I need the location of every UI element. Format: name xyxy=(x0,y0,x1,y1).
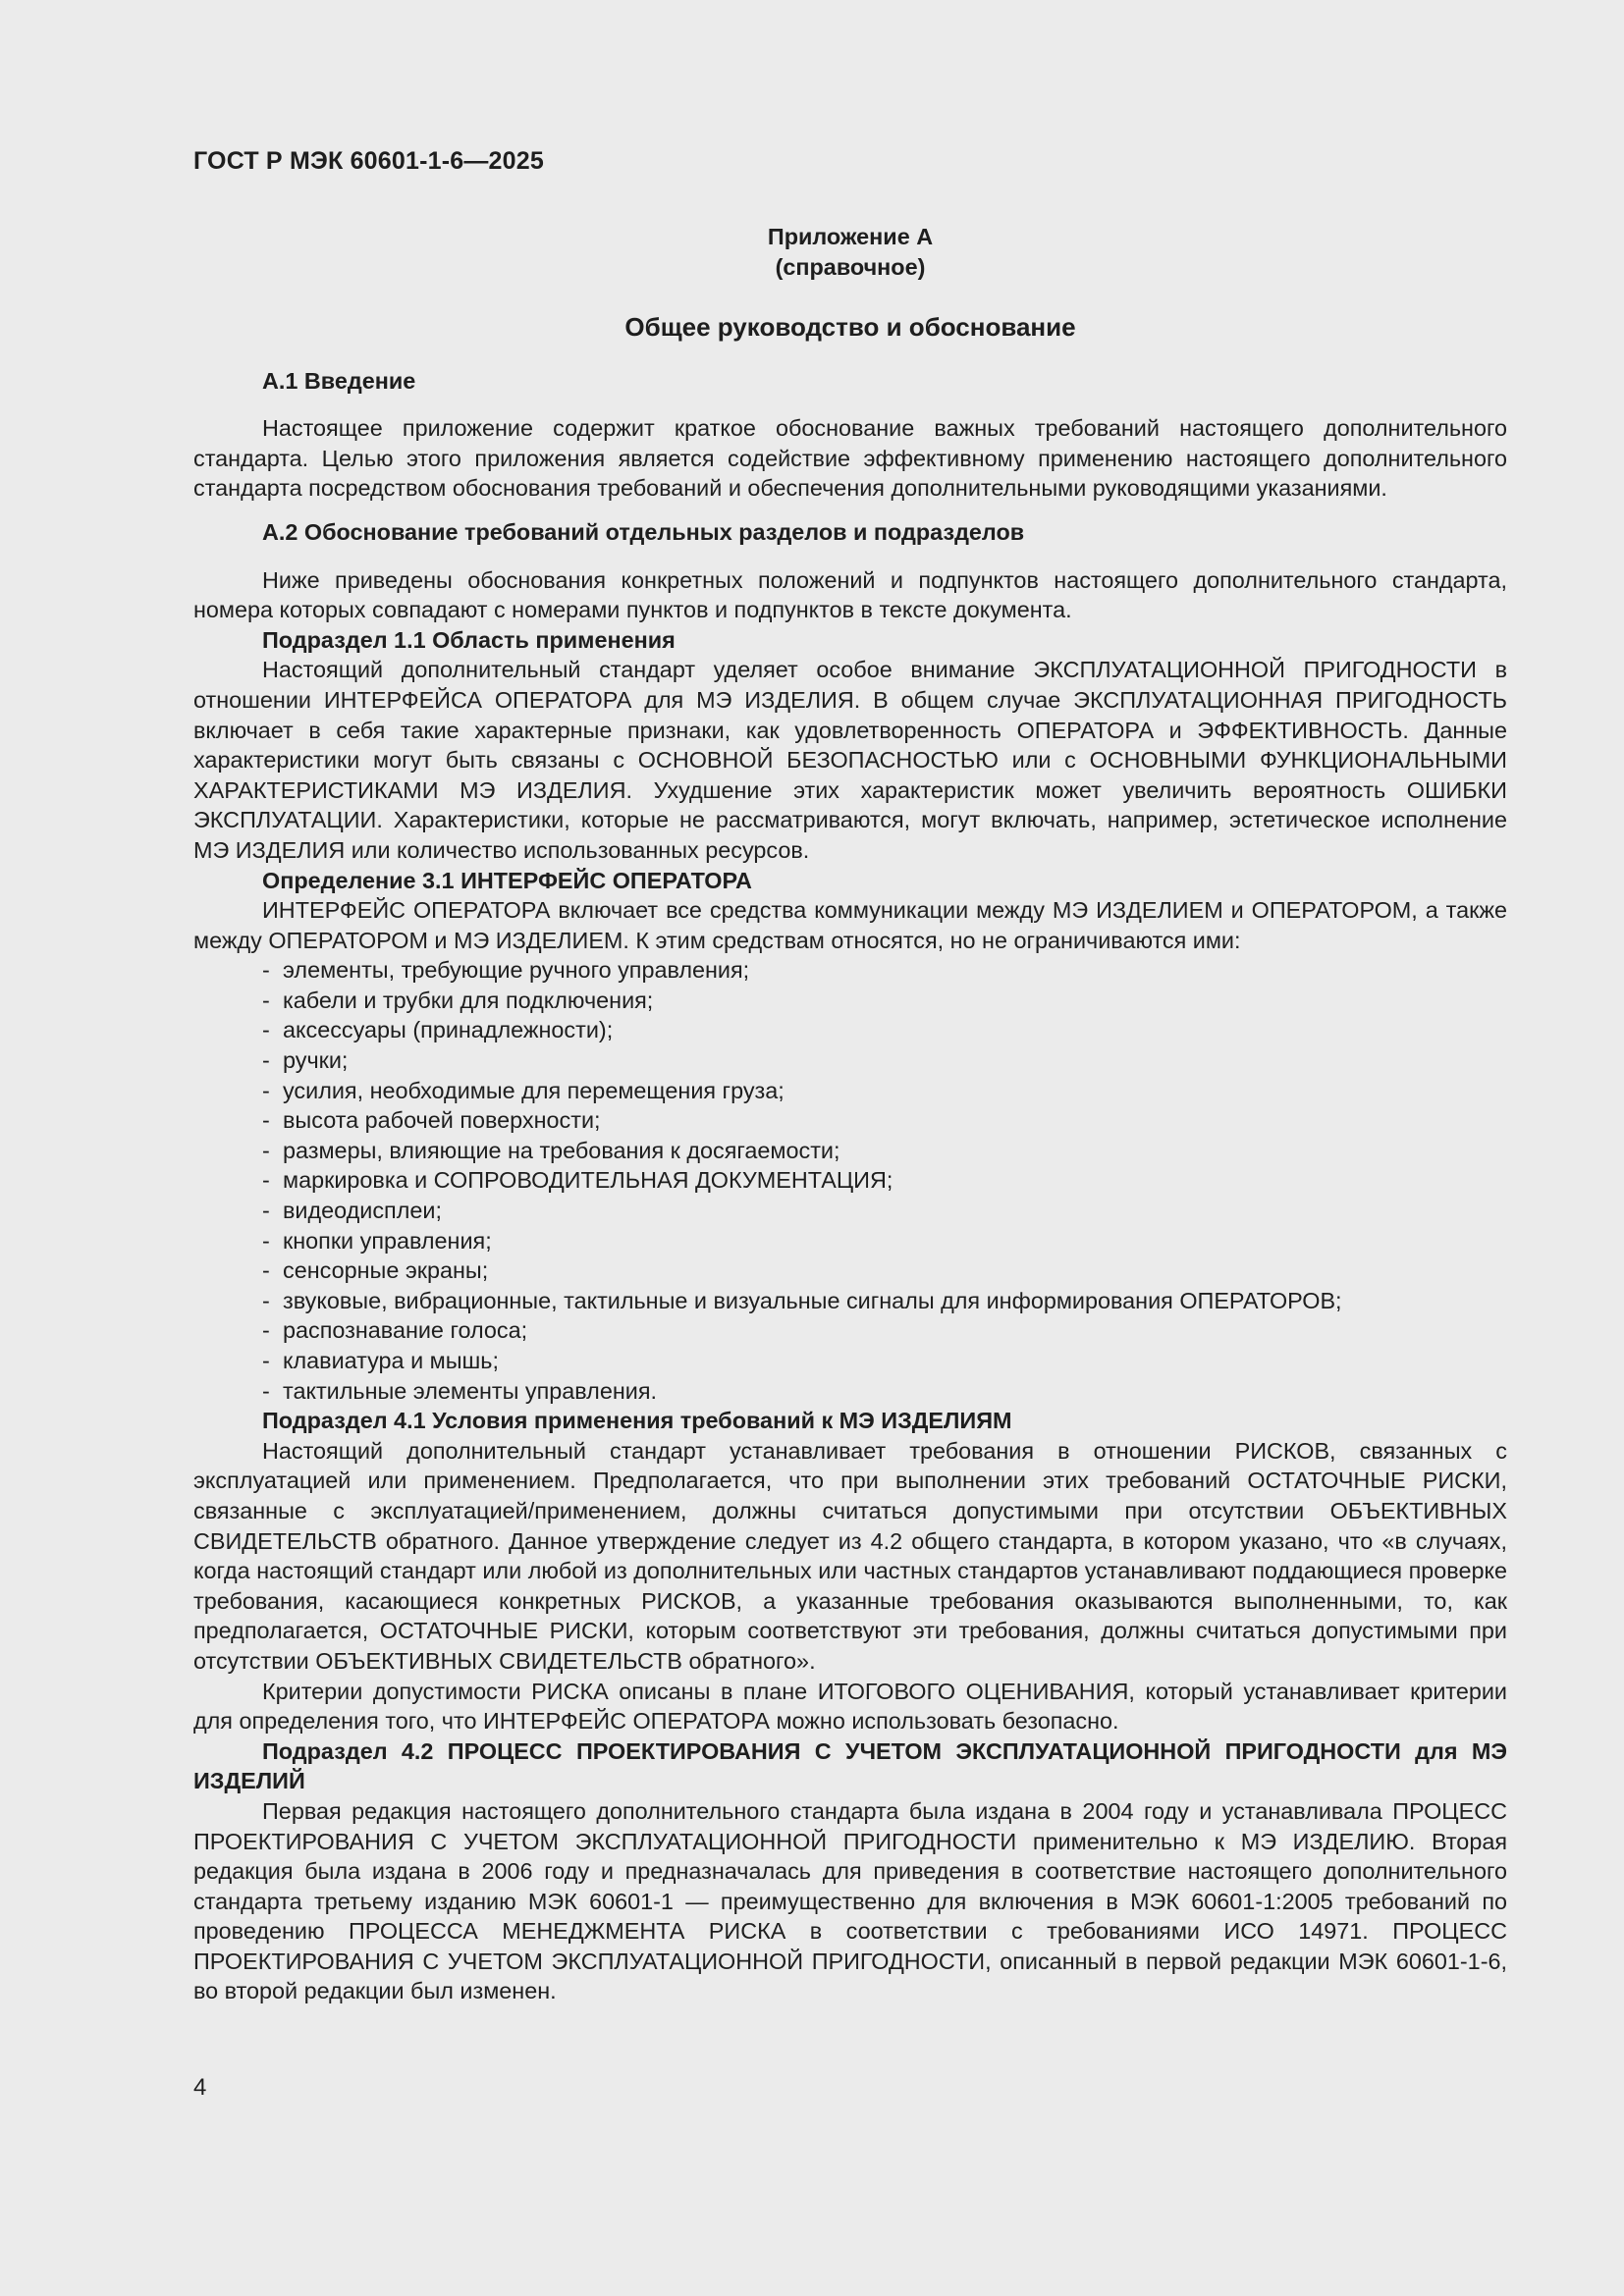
list-item: - клавиатура и мышь; xyxy=(262,1348,499,1373)
subsection-4-2-title: Подраздел 4.2 ПРОЦЕСС ПРОЕКТИРОВАНИЯ С УЧЕТОМ ЭКСПЛУАТАЦИОННОЙ ПРИГОДНОСТИ для МЭ ИЗДЕЛИЙ xyxy=(193,1737,1507,1794)
document-code: ГОСТ Р МЭК 60601-1-6—2025 xyxy=(193,147,544,175)
list-item: - кнопки управления; xyxy=(262,1227,492,1254)
page-number: 4 xyxy=(193,2074,207,2101)
subsection-4-1-paragraph-2: Критерии допустимости РИСКА описаны в плане ИТОГОВОГО ОЦЕНИВАНИЯ, который устанавливает критерии для определения того, что ИНТЕРФЕЙС ОПЕРАТОРА можно использовать безопасно. xyxy=(193,1678,1507,1735)
definition-3-1-paragraph: ИНТЕРФЕЙС ОПЕРАТОРА включает все средства коммуникации между МЭ ИЗДЕЛИЕМ и ОПЕРАТОРОМ, а также между ОПЕРАТОРОМ и МЭ ИЗДЕЛИЕМ. К этим средствам относятся, но не ограничиваются ими: xyxy=(193,897,1507,953)
subsection-4-2-paragraph: Первая редакция настоящего дополнительного стандарта была издана в 2004 году и устанавливала ПРОЦЕСС ПРОЕКТИРОВАНИЯ С УЧЕТОМ ЭКСПЛУАТАЦИОННОЙ ПРИГОДНОСТИ применительно к МЭ ИЗДЕЛИЮ. Вторая редакция была издана в 2006 году и предназначалась для приведения в соответствие настоящего дополнительного стандарта третьему изданию МЭК 60601-1 — преимущественно для включения в МЭК 60601-1:2005 требований по проведению ПРОЦЕССА МЕНЕДЖМЕНТА РИСКА в соответствии с требованиями ИСО 14971. ПРОЦЕСС ПРОЕКТИРОВАНИЯ С УЧЕТОМ ЭКСПЛУАТАЦИОННОЙ ПРИГОДНОСТИ, описанный в первой редакции МЭК 60601-1-6, во второй редакции был изменен. xyxy=(193,1797,1507,2004)
list-item: - элементы, требующие ручного управления; xyxy=(262,957,750,984)
section-a1-paragraph: Настоящее приложение содержит краткое обоснование важных требований настоящего дополнительного стандарта. Целью этого приложения является содействие эффективному применению настоящего дополнительного стандарта посредством обоснования требований и обеспечения дополнительными руководящими указаниями. xyxy=(193,415,1507,502)
list-item: - тактильные элементы управления. xyxy=(262,1377,657,1404)
list-item: - видеодисплеи; xyxy=(262,1198,442,1224)
section-a1-title: А.1 Введение xyxy=(262,367,416,394)
list-item: - усилия, необходимые для перемещения груза; xyxy=(262,1077,785,1103)
subsection-4-1-title: Подраздел 4.1 Условия применения требований к МЭ ИЗДЕЛИЯМ xyxy=(262,1408,1012,1434)
section-a2-paragraph: Ниже приведены обоснования конкретных положений и подпунктов настоящего дополнительного стандарта, номера которых совпадают с номерами пунктов и подпунктов в тексте документа. xyxy=(193,566,1507,623)
definition-3-1-title: Определение 3.1 ИНТЕРФЕЙС ОПЕРАТОРА xyxy=(262,867,752,893)
list-item: - звуковые, вибрационные, тактильные и визуальные сигналы для информирования ОПЕРАТОРОВ; xyxy=(262,1287,1342,1313)
subsection-1-1-paragraph: Настоящий дополнительный стандарт уделяет особое внимание ЭКСПЛУАТАЦИОННОЙ ПРИГОДНОСТИ в отношении ИНТЕРФЕЙСА ОПЕРАТОРА для МЭ ИЗДЕЛИЯ. В общем случае ЭКСПЛУАТАЦИОННАЯ ПРИГОДНОСТЬ включает в себя такие характерные признаки, как удовлетворенность ОПЕРАТОРА и ЭФФЕКТИВНОСТЬ. Данные характеристики могут быть связаны с ОСНОВНОЙ БЕЗОПАСНОСТЬЮ или с ОСНОВНЫМИ ФУНКЦИОНАЛЬНЫМИ ХАРАКТЕРИСТИКАМИ МЭ ИЗДЕЛИЯ. Ухудшение этих характеристик может увеличить вероятность ОШИБКИ ЭКСПЛУАТАЦИИ. Характеристики, которые не рассматриваются, могут включать, например, эстетическое исполнение МЭ ИЗДЕЛИЯ или количество использованных ресурсов. xyxy=(193,657,1507,863)
list-item: - маркировка и СОПРОВОДИТЕЛЬНАЯ ДОКУМЕНТАЦИЯ; xyxy=(262,1167,893,1194)
page-content xyxy=(193,222,1507,2006)
list-item: - размеры, влияющие на требования к досягаемости; xyxy=(262,1137,840,1163)
subsection-4-1-paragraph-1: Настоящий дополнительный стандарт устанавливает требования в отношении РИСКОВ, связанных с эксплуатацией или применением. Предполагается, что при выполнении этих требований ОСТАТОЧНЫЕ РИСКИ, связанные с эксплуатацией/применением, должны считаться допустимыми при отсутствии ОБЪЕКТИВНЫХ СВИДЕТЕЛЬСТВ обратного. Данное утверждение следует из 4.2 общего стандарта, в котором указано, что «в случаях, когда настоящий стандарт или любой из дополнительных или частных стандартов устанавливают поддающиеся проверке требования, касающиеся конкретных РИСКОВ, а указанные требования оказываются выполненными, то, как предполагается, ОСТАТОЧНЫЕ РИСКИ, которым соответствуют эти требования, должны считаться допустимыми при отсутствии ОБЪЕКТИВНЫХ СВИДЕТЕЛЬСТВ обратного». xyxy=(193,1437,1507,1674)
annex-title: Приложение А xyxy=(767,224,934,249)
list-item: - распознавание голоса; xyxy=(262,1317,528,1344)
list-item: - кабели и трубки для подключения; xyxy=(262,987,654,1013)
interface-means-list xyxy=(193,955,1507,1406)
subsection-1-1-title: Подраздел 1.1 Область применения xyxy=(262,626,676,653)
list-item: - аксессуары (принадлежности); xyxy=(262,1017,614,1043)
annex-subtitle: (справочное) xyxy=(775,254,926,280)
annex-heading: Общее руководство и обоснование xyxy=(624,312,1076,342)
list-item: - ручки; xyxy=(262,1047,349,1074)
list-item: - сенсорные экраны; xyxy=(262,1257,489,1284)
list-item: - высота рабочей поверхности; xyxy=(262,1107,601,1134)
section-a2-title: А.2 Обоснование требований отдельных разделов и подразделов xyxy=(262,518,1025,545)
